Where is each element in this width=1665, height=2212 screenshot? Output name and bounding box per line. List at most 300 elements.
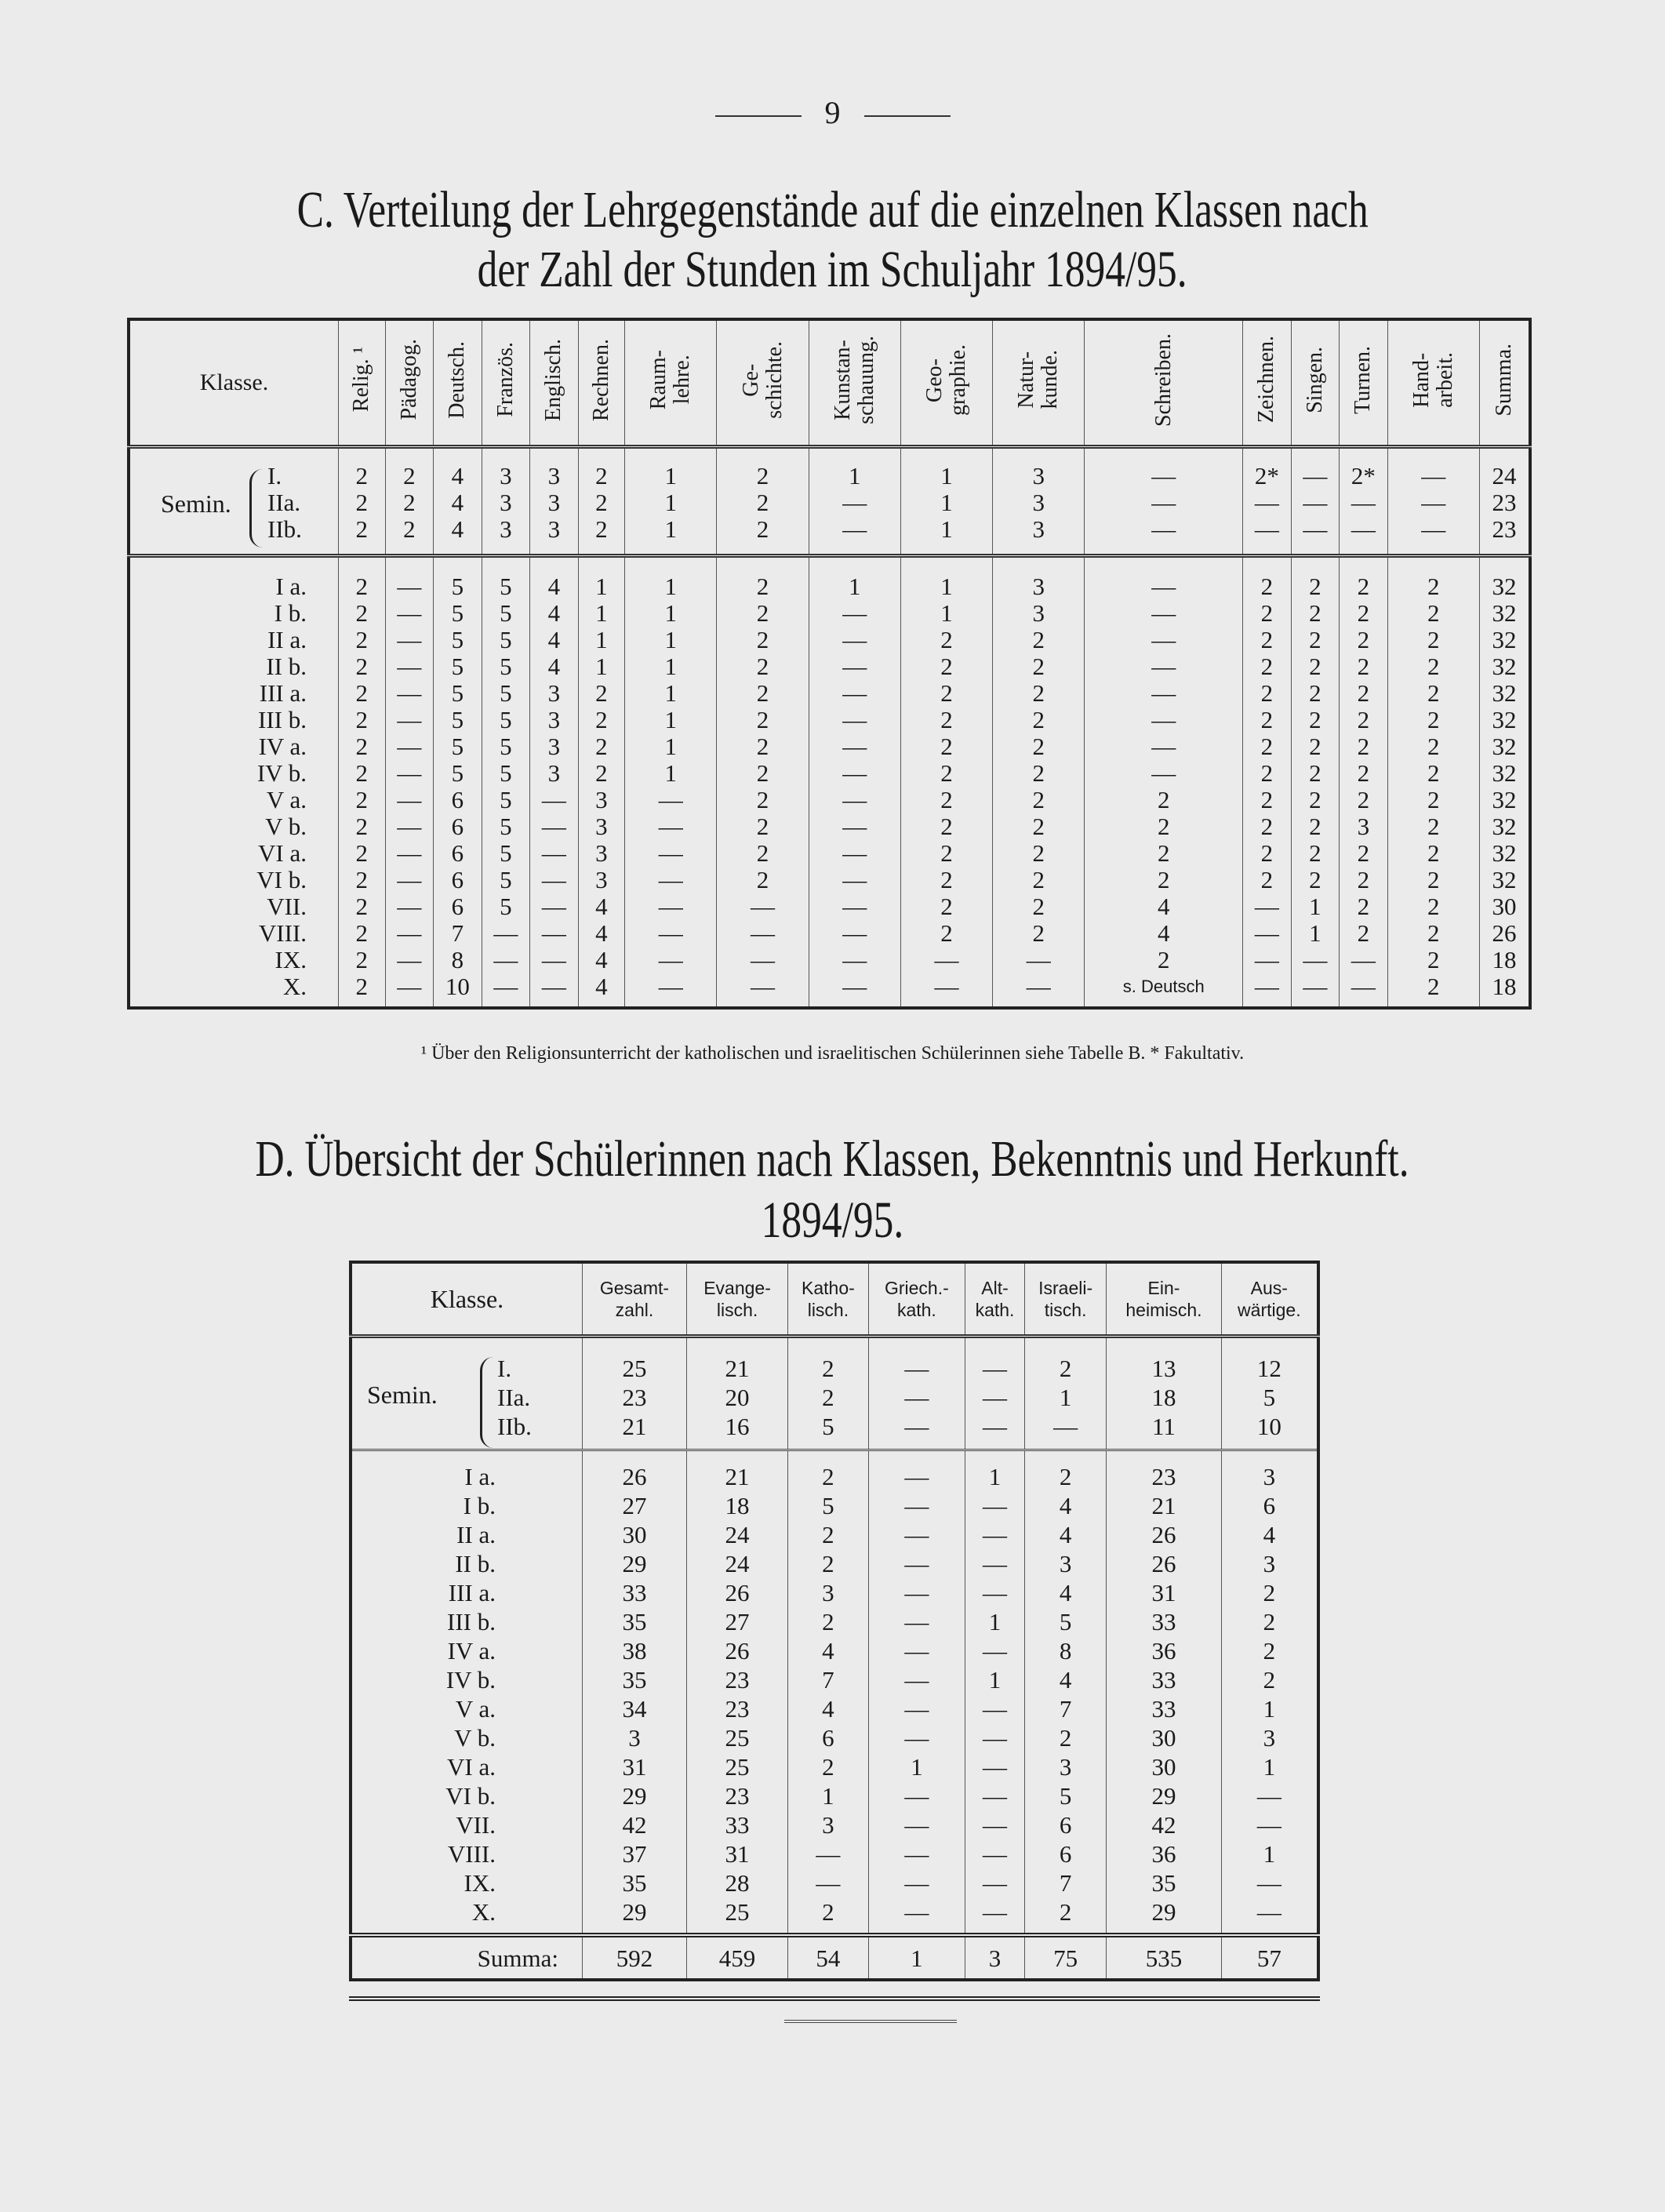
cell: 6 xyxy=(1024,1839,1106,1868)
cell: — xyxy=(965,1839,1025,1868)
cell: — xyxy=(809,489,900,516)
cell: 2 xyxy=(993,653,1085,680)
cell: 2 xyxy=(1340,653,1388,680)
cell: — xyxy=(965,1337,1025,1384)
cell: — xyxy=(809,733,900,760)
cell: 3 xyxy=(578,840,625,867)
cell: — xyxy=(385,733,434,760)
cell: 2 xyxy=(1243,556,1292,601)
cell: 23 xyxy=(1479,489,1530,516)
cell: 30 xyxy=(1107,1723,1221,1752)
cell: 1 xyxy=(788,1781,869,1810)
cell: — xyxy=(1340,489,1388,516)
cell: 3 xyxy=(1221,1450,1318,1492)
cell: 2 xyxy=(900,680,992,707)
cell: 2 xyxy=(578,733,625,760)
cell: — xyxy=(625,893,717,920)
cell: 2 xyxy=(717,867,809,893)
cell: 8 xyxy=(434,947,482,973)
cell: — xyxy=(809,707,900,733)
table-row xyxy=(351,1607,1318,1636)
cell: 3 xyxy=(578,867,625,893)
cell: 1 xyxy=(625,680,717,707)
cell: 2 xyxy=(1085,840,1243,867)
cell: — xyxy=(717,920,809,947)
cell: — xyxy=(1291,947,1340,973)
cell: 2 xyxy=(900,840,992,867)
cell: — xyxy=(868,1781,965,1810)
cell: — xyxy=(1387,447,1479,490)
cell: 11 xyxy=(1107,1412,1221,1450)
cell: 2 xyxy=(1291,787,1340,813)
column-header-label: Englisch. xyxy=(541,338,566,421)
class-label: IV b. xyxy=(256,759,307,787)
cell: — xyxy=(385,867,434,893)
cell: — xyxy=(788,1839,869,1868)
cell: 2 xyxy=(993,760,1085,787)
class-label: II b. xyxy=(455,1550,496,1577)
cell: 2 xyxy=(717,600,809,627)
cell: 2 xyxy=(1387,556,1479,601)
cell: 2 xyxy=(1340,893,1388,920)
cell: 25 xyxy=(686,1897,787,1935)
cell: 33 xyxy=(583,1578,687,1607)
table-row xyxy=(129,653,1530,680)
cell: — xyxy=(625,840,717,867)
cell: 13 xyxy=(1107,1337,1221,1384)
cell: 2 xyxy=(993,920,1085,947)
cell: 2 xyxy=(578,489,625,516)
cell: — xyxy=(1085,516,1243,556)
table-row xyxy=(129,840,1530,867)
column-header-label: Deutsch. xyxy=(445,340,470,419)
cell: 4 xyxy=(530,627,579,653)
column-header xyxy=(1387,319,1479,447)
cell: 2* xyxy=(1243,447,1292,490)
cell: — xyxy=(385,627,434,653)
column-header-label: Kunstan- schauung. xyxy=(830,335,878,424)
class-label: III a. xyxy=(259,679,307,707)
table-row xyxy=(351,1752,1318,1781)
column-header-label: Geo- graphie. xyxy=(922,344,971,416)
cell: 3 xyxy=(1024,1752,1106,1781)
cell: 23 xyxy=(1107,1450,1221,1492)
cell: 2 xyxy=(339,556,386,601)
cell: 1 xyxy=(578,600,625,627)
cell: 1 xyxy=(625,600,717,627)
table-row xyxy=(351,1520,1318,1549)
cell: — xyxy=(625,973,717,1008)
class-label: VII. xyxy=(267,893,307,920)
cell: 2 xyxy=(717,840,809,867)
summa-cell: 57 xyxy=(1221,1935,1318,1980)
table-row xyxy=(351,1383,1318,1412)
cell: 2 xyxy=(788,1607,869,1636)
table-row xyxy=(129,760,1530,787)
cell: 29 xyxy=(583,1781,687,1810)
cell: 31 xyxy=(583,1752,687,1781)
cell: 4 xyxy=(578,920,625,947)
class-label: I a. xyxy=(464,1463,496,1490)
column-header-label: Rechnen. xyxy=(588,338,613,421)
cell: 2 xyxy=(1024,1723,1106,1752)
cell: 31 xyxy=(1107,1578,1221,1607)
cell: 6 xyxy=(434,867,482,893)
column-header-label: Relig. ¹ xyxy=(349,347,374,413)
cell: 5 xyxy=(788,1412,869,1450)
column-header: Aus- wärtige. xyxy=(1221,1262,1318,1337)
class-label: X. xyxy=(282,973,307,1000)
cell: 5 xyxy=(434,707,482,733)
cell: 2 xyxy=(993,680,1085,707)
table-row xyxy=(351,1781,1318,1810)
cell: 27 xyxy=(583,1491,687,1520)
cell: — xyxy=(868,1665,965,1694)
cell: 2 xyxy=(1243,867,1292,893)
class-label: IIa. xyxy=(497,1384,531,1411)
column-header-label: Französ. xyxy=(493,342,518,417)
cell: — xyxy=(1291,447,1340,490)
cell: — xyxy=(809,947,900,973)
cell: 29 xyxy=(583,1897,687,1935)
cell: 3 xyxy=(530,447,579,490)
cell: — xyxy=(868,1810,965,1839)
table-row xyxy=(129,947,1530,973)
cell: 5 xyxy=(482,680,530,707)
cell: 3 xyxy=(530,516,579,556)
cell: 32 xyxy=(1479,556,1530,601)
page-number-text: 9 xyxy=(824,95,841,130)
table-row xyxy=(129,447,1530,490)
cell: 4 xyxy=(1024,1491,1106,1520)
cell: 2 xyxy=(1243,707,1292,733)
students-overview-table xyxy=(349,1261,1320,1981)
cell: 2 xyxy=(900,733,992,760)
cell: 3 xyxy=(993,556,1085,601)
cell: — xyxy=(1243,489,1292,516)
cell: — xyxy=(965,1520,1025,1549)
cell: 2 xyxy=(1221,1665,1318,1694)
cell: — xyxy=(1221,1868,1318,1897)
cell: 2 xyxy=(1387,787,1479,813)
column-header xyxy=(530,319,579,447)
cell: 30 xyxy=(1479,893,1530,920)
cell: 24 xyxy=(686,1520,787,1549)
cell: 3 xyxy=(530,489,579,516)
cell: 29 xyxy=(1107,1781,1221,1810)
cell: — xyxy=(868,1450,965,1492)
footnote: ¹ Über den Religionsunterricht der katholischen und israelitischen Schülerinnen siehe Tabelle B. * Fakultativ. xyxy=(420,1043,1245,1064)
cell: 2 xyxy=(717,653,809,680)
cell: — xyxy=(809,600,900,627)
cell: 1 xyxy=(578,627,625,653)
cell: 2 xyxy=(788,1752,869,1781)
cell: 5 xyxy=(434,653,482,680)
cell: 1 xyxy=(809,447,900,490)
cell: — xyxy=(965,1412,1025,1450)
summa-row xyxy=(351,1935,1318,1980)
cell: 2 xyxy=(1291,840,1340,867)
cell: — xyxy=(1085,556,1243,601)
cell: 2 xyxy=(993,840,1085,867)
cell: 4 xyxy=(1221,1520,1318,1549)
column-header-label: Singen. xyxy=(1302,346,1327,413)
class-label: I. xyxy=(267,462,282,489)
class-label: VI a. xyxy=(447,1753,496,1781)
cell: — xyxy=(1085,680,1243,707)
cell: — xyxy=(1243,947,1292,973)
column-header xyxy=(1479,319,1530,447)
cell: 2 xyxy=(717,516,809,556)
cell: 4 xyxy=(1085,893,1243,920)
cell: 23 xyxy=(1479,516,1530,556)
cell: 10 xyxy=(434,973,482,1008)
class-label: X. xyxy=(471,1898,496,1926)
cell: 2 xyxy=(339,516,386,556)
cell: 2 xyxy=(1387,973,1479,1008)
cell: 32 xyxy=(1479,707,1530,733)
column-header xyxy=(434,319,482,447)
class-label: I b. xyxy=(274,599,307,627)
cell: — xyxy=(965,1694,1025,1723)
section-d-subtitle xyxy=(0,1191,1665,1250)
column-header xyxy=(339,319,386,447)
cell: 32 xyxy=(1479,733,1530,760)
page-number xyxy=(0,94,1665,131)
cell: 27 xyxy=(686,1607,787,1636)
title-line: 1894/95. xyxy=(761,1191,904,1249)
cell: 2 xyxy=(578,680,625,707)
cell: 35 xyxy=(583,1665,687,1694)
cell: 5 xyxy=(482,867,530,893)
cell: — xyxy=(530,787,579,813)
cell: s. Deutsch xyxy=(1085,973,1243,1008)
cell: — xyxy=(868,1520,965,1549)
section-d-title xyxy=(0,1130,1665,1189)
column-header: Katho- lisch. xyxy=(788,1262,869,1337)
summa-cell: 75 xyxy=(1024,1935,1106,1980)
cell: — xyxy=(809,840,900,867)
column-header: Israeli- tisch. xyxy=(1024,1262,1106,1337)
column-header xyxy=(993,319,1085,447)
table-row xyxy=(129,680,1530,707)
summa-cell: 592 xyxy=(583,1935,687,1980)
cell: 5 xyxy=(482,600,530,627)
cell: 2 xyxy=(1340,627,1388,653)
cell: 3 xyxy=(482,489,530,516)
column-header-label: Raum- lehre. xyxy=(646,349,695,410)
cell: 4 xyxy=(788,1636,869,1665)
cell: — xyxy=(868,1337,965,1384)
class-label: V a. xyxy=(266,786,307,813)
column-header xyxy=(625,319,717,447)
cell: 7 xyxy=(1024,1694,1106,1723)
cell: — xyxy=(1085,489,1243,516)
cell: 1 xyxy=(578,556,625,601)
cell: 2 xyxy=(717,813,809,840)
cell: 2 xyxy=(1340,556,1388,601)
cell: — xyxy=(1243,893,1292,920)
column-header xyxy=(1340,319,1388,447)
cell: 2 xyxy=(1243,600,1292,627)
cell: 2 xyxy=(1340,680,1388,707)
cell: 2* xyxy=(1340,447,1388,490)
cell: 2 xyxy=(900,653,992,680)
cell: 5 xyxy=(482,840,530,867)
cell: 2 xyxy=(339,920,386,947)
cell: 3 xyxy=(530,680,579,707)
cell: — xyxy=(900,947,992,973)
seminar-group-label: Semin. xyxy=(161,489,231,518)
section-c-title xyxy=(0,180,1665,240)
cell: — xyxy=(809,813,900,840)
cell: — xyxy=(625,867,717,893)
cell: 2 xyxy=(1387,813,1479,840)
cell: 32 xyxy=(1479,813,1530,840)
cell: — xyxy=(1291,516,1340,556)
cell: 18 xyxy=(1479,973,1530,1008)
cell: 5 xyxy=(434,627,482,653)
cell: — xyxy=(809,787,900,813)
lessons-distribution-table xyxy=(127,318,1532,1010)
cell: 2 xyxy=(1291,653,1340,680)
table-row xyxy=(351,1549,1318,1578)
cell: — xyxy=(965,1897,1025,1935)
cell: — xyxy=(1291,489,1340,516)
cell: 3 xyxy=(530,760,579,787)
cell: 26 xyxy=(1479,920,1530,947)
title-line: D. Übersicht der Schülerinnen nach Klassen, Bekenntnis und Herkunft. xyxy=(255,1130,1410,1188)
cell: 4 xyxy=(530,556,579,601)
cell: — xyxy=(1085,653,1243,680)
cell: 33 xyxy=(686,1810,787,1839)
cell: 2 xyxy=(1085,787,1243,813)
cell: 1 xyxy=(1221,1752,1318,1781)
cell: 1 xyxy=(965,1450,1025,1492)
cell: 2 xyxy=(788,1549,869,1578)
class-label: IIb. xyxy=(129,516,339,556)
cell: 1 xyxy=(1221,1839,1318,1868)
table-row xyxy=(351,1412,1318,1450)
cell: 10 xyxy=(1221,1412,1318,1450)
header-klasse: Klasse. xyxy=(351,1262,583,1337)
cell: 2 xyxy=(1291,680,1340,707)
cell: 2 xyxy=(1291,627,1340,653)
cell: 2 xyxy=(1221,1607,1318,1636)
cell: 3 xyxy=(1221,1549,1318,1578)
cell: 6 xyxy=(434,787,482,813)
cell: — xyxy=(965,1810,1025,1839)
column-header: Evange- lisch. xyxy=(686,1262,787,1337)
cell: 5 xyxy=(482,893,530,920)
cell: 42 xyxy=(583,1810,687,1839)
cell: 2 xyxy=(1291,733,1340,760)
cell: 1 xyxy=(809,556,900,601)
cell: 1 xyxy=(900,447,992,490)
cell: 29 xyxy=(583,1549,687,1578)
cell: — xyxy=(868,1549,965,1578)
class-label: IIa. xyxy=(267,489,301,516)
cell: 5 xyxy=(434,556,482,601)
class-label: II a. xyxy=(456,1521,496,1548)
cell: 2 xyxy=(900,760,992,787)
cell: — xyxy=(625,920,717,947)
column-header xyxy=(482,319,530,447)
cell: 2 xyxy=(1291,707,1340,733)
cell: 1 xyxy=(625,627,717,653)
cell: 2 xyxy=(339,840,386,867)
cell: 2 xyxy=(1387,680,1479,707)
class-label: VIII. xyxy=(258,919,307,947)
class-label: V a. xyxy=(455,1695,496,1723)
cell: 5 xyxy=(482,760,530,787)
cell: 2 xyxy=(1340,840,1388,867)
cell: 5 xyxy=(482,787,530,813)
cell: 4 xyxy=(578,973,625,1008)
column-header: Ein- heimisch. xyxy=(1107,1262,1221,1337)
table-row xyxy=(351,1337,1318,1384)
table-row xyxy=(351,1723,1318,1752)
cell: 23 xyxy=(686,1694,787,1723)
cell: 5 xyxy=(1221,1383,1318,1412)
cell: 1 xyxy=(965,1665,1025,1694)
cell: 1 xyxy=(900,600,992,627)
cell: — xyxy=(625,947,717,973)
cell: 2 xyxy=(1243,840,1292,867)
cell: 2 xyxy=(1387,760,1479,787)
cell: — xyxy=(809,973,900,1008)
class-label: IIb. xyxy=(351,1412,583,1450)
cell: 4 xyxy=(578,893,625,920)
cell: 2 xyxy=(1221,1578,1318,1607)
cell: 32 xyxy=(1479,627,1530,653)
cell: — xyxy=(965,1549,1025,1578)
cell: 30 xyxy=(583,1520,687,1549)
cell: 2 xyxy=(1085,947,1243,973)
cell: 2 xyxy=(1387,707,1479,733)
cell: 2 xyxy=(1243,787,1292,813)
cell: 5 xyxy=(482,653,530,680)
cell: — xyxy=(385,787,434,813)
cell: 1 xyxy=(1024,1383,1106,1412)
cell: — xyxy=(385,973,434,1008)
column-header xyxy=(578,319,625,447)
cell: 2 xyxy=(717,489,809,516)
cell: — xyxy=(1340,947,1388,973)
cell: 26 xyxy=(686,1578,787,1607)
cell: 1 xyxy=(965,1607,1025,1636)
cell: 2 xyxy=(1243,733,1292,760)
cell: — xyxy=(625,813,717,840)
cell: — xyxy=(530,893,579,920)
column-header xyxy=(385,319,434,447)
cell: — xyxy=(868,1412,965,1450)
cell: — xyxy=(868,1491,965,1520)
cell: 2 xyxy=(1221,1636,1318,1665)
seminar-group-label: Semin. xyxy=(367,1381,438,1409)
cell: 21 xyxy=(686,1337,787,1384)
cell: 2 xyxy=(385,447,434,490)
cell: 2 xyxy=(788,1897,869,1935)
table-row xyxy=(129,787,1530,813)
column-header: Griech.- kath. xyxy=(868,1262,965,1337)
cell: 1 xyxy=(1221,1694,1318,1723)
cell: — xyxy=(717,893,809,920)
cell: 2 xyxy=(339,893,386,920)
cell: — xyxy=(530,840,579,867)
cell: 5 xyxy=(434,733,482,760)
cell: 5 xyxy=(482,556,530,601)
